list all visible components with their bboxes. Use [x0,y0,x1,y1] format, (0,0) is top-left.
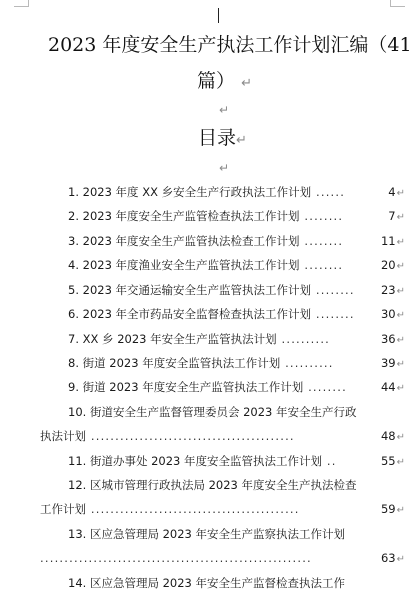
toc-entry-page-number [381,308,405,322]
toc-entry-page-number-text: 20 [380,258,396,272]
toc-entry[interactable] [40,430,405,443]
document-title-line-2[interactable] [197,72,419,93]
toc-entry-page-number [388,186,405,200]
toc-entry-leader-dots: ........................................................ [40,551,312,565]
toc-entry-leader-dots: ........ [299,258,344,272]
toc-entry-page-number [381,333,405,347]
toc-entry-title: 5. 2023 年交通运输安全生产监管执法工作计划 [68,283,312,297]
toc-entry-title: 9. 街道 2023 年度安全生产监管执法工作计划 [68,380,304,394]
toc-entry-page-number [381,381,405,395]
toc-entry-page-number-text: 59 [380,502,396,516]
toc-entry[interactable] [68,381,405,394]
paragraph-mark-icon: ↵ [219,161,230,175]
paragraph-mark-icon: ↵ [396,237,405,248]
toc-entry-title: 执法计划 [40,429,86,443]
toc-entry-page-number [381,552,405,566]
toc-entry[interactable] [68,577,405,590]
toc-entry-leader-dots: .......................................... [86,429,295,443]
toc-entry-title: 11. 街道办事处 2023 年度安全监管执法工作计划 [68,454,323,468]
toc-entry-page-number-text: 63 [380,551,396,565]
toc-entry-leader-dots: ........ [311,283,355,297]
toc-entry-page-number-text: 11 [380,234,396,248]
toc-entry-page-number-text: 36 [380,332,396,346]
toc-entry[interactable] [68,357,405,370]
toc-entry-page-number-text: 39 [380,356,396,370]
paragraph-mark-icon: ↵ [396,310,405,321]
toc-entry-page-number-text: 55 [380,454,396,468]
toc-entry-title: 10. 街道安全生产监督管理委员会 2023 年安全生产行政 [68,405,357,419]
paragraph-mark-icon: ↵ [396,286,405,297]
paragraph-mark-icon: ↵ [219,103,230,117]
paragraph-mark-icon: ↵ [396,457,405,468]
toc-entry[interactable] [68,479,405,492]
toc-entry[interactable] [40,552,405,565]
toc-entry-page-number-text: 44 [380,380,396,394]
toc-heading-text: 目录 [198,127,237,149]
toc-entry-page-number [381,357,405,371]
toc-entry-page-number [381,430,405,444]
paragraph-mark-icon: ↵ [241,76,252,91]
paragraph-mark-icon: ↵ [396,212,405,223]
toc-entry-page-number [381,235,405,249]
toc-entry-leader-dots: .......... [276,332,331,346]
document-title-text-2: 篇） [197,70,236,92]
toc-entry-leader-dots: ........ [299,209,344,223]
toc-entry[interactable] [68,308,405,321]
toc-entry-page-number-text: 48 [380,429,396,443]
toc-entry-title: 14. 区应急管理局 2023 年安全生产监督检查执法工作 [68,576,346,590]
page-corner-mark-left [14,0,29,7]
toc-entry-page-number-text: 4 [388,185,396,199]
toc-entry-title: 8. 街道 2023 年度安全监管执法工作计划 [68,356,281,370]
toc-entry[interactable] [40,503,405,516]
paragraph-mark-icon: ↵ [396,359,405,370]
paragraph-mark-icon: ↵ [396,505,405,516]
paragraph-mark-icon: ↵ [396,335,405,346]
toc-heading[interactable] [198,128,247,151]
paragraph-mark-icon: ↵ [396,261,405,272]
toc-entry[interactable] [68,406,405,419]
toc-entry[interactable] [68,235,405,248]
toc-entry-leader-dots: ........ [311,307,355,321]
paragraph-mark-icon: ↵ [236,133,247,148]
toc-entry-page-number [388,210,405,224]
toc-entry-title: 3. 2023 年度安全生产监管执法检查工作计划 [68,234,300,248]
text-cursor [218,8,219,23]
toc-entry-page-number-text: 23 [380,283,396,297]
toc-entry[interactable] [68,186,405,199]
paragraph-mark-icon: ↵ [396,432,405,443]
toc-entry-title: 13. 区应急管理局 2023 年安全生产监察执法工作计划 [68,527,346,541]
paragraph-mark-icon: ↵ [396,188,405,199]
toc-entry[interactable] [68,455,405,468]
paragraph-mark-icon: ↵ [396,383,405,394]
document-title-text-1: 2023 年度安全生产执法工作计划汇编（41 [48,34,412,56]
document-title-line-1[interactable] [48,36,418,55]
toc-entry-page-number-text: 7 [388,209,396,223]
toc-entry-title: 工作计划 [40,502,86,516]
page-corner-mark-right [390,0,405,7]
toc-entry-page-number [381,259,405,273]
toc-entry-page-number [381,455,405,469]
toc-entry-leader-dots: ...... [311,185,346,199]
toc-entry-title: 1. 2023 年度 XX 乡安全生产行政执法工作计划 [68,185,312,199]
toc-entry-title: 2. 2023 年度安全生产监管检查执法工作计划 [68,209,300,223]
toc-entry-title: 12. 区城市管理行政执法局 2023 年度安全生产执法检查 [68,478,357,492]
toc-entry[interactable] [68,210,405,223]
toc-entry-title: 6. 2023 年全市药品安全监督检查执法工作计划 [68,307,312,321]
toc-entry[interactable] [68,284,405,297]
toc-entry-page-number-text: 30 [380,307,396,321]
toc-entry-leader-dots: ........ [299,234,344,248]
toc-entry-page-number [381,284,405,298]
toc-entry[interactable] [68,259,405,272]
toc-entry-leader-dots: .. [322,454,337,468]
toc-entry-leader-dots: ........................................... [86,502,300,516]
toc-entry[interactable] [68,333,405,346]
toc-entry-page-number [381,503,405,517]
toc-entry-title: 7. XX 乡 2023 年安全生产监管执法计划 [68,332,277,346]
toc-entry-leader-dots: ........ [303,380,347,394]
toc-entry-leader-dots: .......... [280,356,334,370]
toc-entry[interactable] [68,528,405,541]
paragraph-mark-icon: ↵ [396,554,405,565]
toc-entry-title: 4. 2023 年度渔业安全生产监管执法工作计划 [68,258,300,272]
